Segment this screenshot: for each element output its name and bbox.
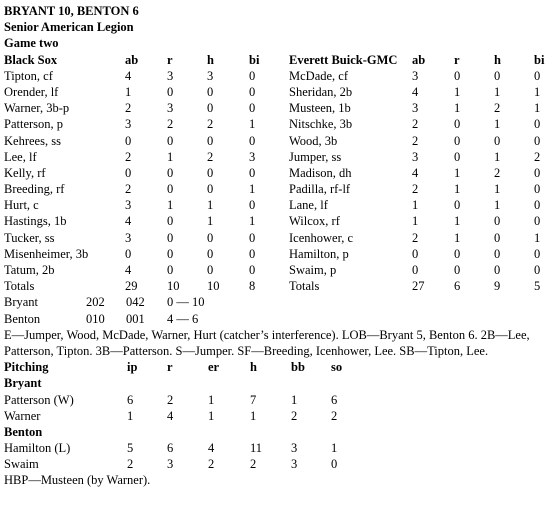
pitching-row (4, 408, 547, 424)
linescore-innings-1-3: 010 (86, 311, 105, 326)
game-notes: E—Jumper, Wood, McDade, Warner, Hurt (catcher’s interference). LOB—Bryant 5, Benton 6. 2B—Lee, Patterson, Tipton. 3B—Patterson. S—Jumper. SF—Breeding, Icenhower, Lee. SB—Tipton, Lee. (4, 327, 530, 358)
batting-row (4, 100, 547, 116)
right-header-bi: bi (534, 52, 545, 67)
right-player-name: Totals (289, 279, 320, 294)
left-stat-bi: 0 (249, 133, 256, 148)
right-stat-bi: 5 (534, 279, 541, 294)
right-stat-r: 0 (454, 246, 461, 261)
right-player-name: Swaim, p (289, 263, 337, 277)
left-stat-h: 1 (207, 198, 214, 213)
right-stat-ab: 0 (412, 246, 419, 261)
pitching-header-ip: ip (127, 360, 138, 375)
pitching-row (4, 440, 547, 456)
right-stat-bi: 0 (534, 133, 541, 148)
left-stat-h: 0 (207, 165, 214, 180)
right-stat-ab: 4 (412, 165, 419, 180)
left-player-name: Kelly, rf (4, 165, 46, 180)
right-player-name: Icenhower, c (289, 230, 354, 245)
right-stat-ab: 2 (412, 182, 419, 197)
left-stat-r: 0 (167, 165, 174, 180)
left-stat-bi: 0 (249, 198, 256, 213)
left-stat-ab: 3 (125, 230, 132, 245)
left-stat-h: 0 (207, 182, 214, 197)
right-stat-ab: 1 (412, 198, 419, 213)
right-player-name: Musteen, 1b (289, 101, 351, 116)
left-stat-r: 1 (167, 149, 174, 164)
left-player-name: Hastings, 1b (4, 214, 67, 229)
left-stat-r: 2 (167, 117, 174, 132)
right-stat-r: 1 (454, 101, 461, 116)
pitching-row (4, 392, 547, 408)
left-stat-bi: 1 (249, 182, 256, 197)
right-stat-ab: 3 (412, 68, 419, 83)
batting-row (4, 197, 547, 213)
right-stat-r: 1 (454, 182, 461, 197)
left-stat-r: 0 (167, 263, 174, 277)
batting-row (4, 181, 547, 197)
left-player-name: Tipton, cf (4, 68, 53, 83)
pitcher-stat-h: 11 (250, 441, 263, 456)
left-stat-r: 1 (167, 198, 174, 213)
linescore-innings-4-6: 042 (126, 295, 145, 310)
right-stat-h: 1 (494, 117, 501, 132)
right-player-name: Nitschke, 3b (289, 117, 353, 132)
right-stat-bi: 0 (534, 246, 541, 261)
pitching-title: Pitching (4, 360, 49, 375)
left-stat-h: 1 (207, 214, 214, 229)
right-stat-bi: 0 (534, 214, 541, 229)
pitching-header-r: r (167, 360, 173, 375)
linescore-row (4, 311, 547, 327)
left-stat-r: 0 (167, 214, 174, 229)
right-stat-r: 0 (454, 68, 461, 83)
right-stat-r: 1 (454, 230, 461, 245)
batting-row (4, 149, 547, 165)
batting-row (4, 246, 547, 262)
pitcher-stat-bb: 3 (291, 441, 298, 456)
left-stat-ab: 29 (125, 279, 138, 294)
right-stat-h: 0 (494, 246, 501, 261)
linescore-row (4, 294, 547, 310)
left-stat-ab: 2 (125, 182, 132, 197)
pitcher-stat-r: 2 (167, 392, 174, 407)
left-stat-ab: 1 (125, 84, 132, 99)
pitching-header-er: er (208, 360, 220, 375)
right-stat-bi: 1 (534, 84, 541, 99)
left-stat-bi: 1 (249, 214, 256, 229)
right-stat-ab: 27 (412, 279, 425, 294)
left-stat-r: 3 (167, 101, 174, 116)
left-player-name: Totals (4, 279, 35, 294)
pitching-header-h: h (250, 360, 257, 375)
left-stat-bi: 8 (249, 279, 256, 294)
right-stat-ab: 4 (412, 84, 419, 99)
linescore-inning-7-and-total: 4 — 6 (167, 311, 199, 326)
pitching-row (4, 456, 547, 472)
right-player-name: Hamilton, p (289, 246, 349, 261)
left-stat-bi: 0 (249, 246, 256, 261)
left-stat-ab: 4 (125, 263, 132, 277)
headline: BRYANT 10, BENTON 6 (4, 4, 139, 18)
pitcher-stat-bb: 2 (291, 408, 298, 423)
left-stat-r: 0 (167, 230, 174, 245)
left-stat-r: 10 (167, 279, 180, 294)
linescore (4, 294, 547, 326)
right-player-name: Jumper, ss (289, 149, 342, 164)
pitching-header-bb: bb (291, 360, 305, 375)
right-stat-ab: 1 (412, 214, 419, 229)
right-stat-ab: 0 (412, 263, 419, 277)
right-stat-ab: 3 (412, 101, 419, 116)
right-player-name: Madison, dh (289, 165, 352, 180)
right-stat-r: 0 (454, 117, 461, 132)
left-stat-h: 0 (207, 133, 214, 148)
pitcher-stat-er: 1 (208, 408, 215, 423)
left-stat-ab: 4 (125, 214, 132, 229)
left-stat-r: 0 (167, 133, 174, 148)
right-player-name: Padilla, rf-lf (289, 182, 351, 197)
left-header-bi: bi (249, 52, 260, 67)
left-stat-bi: 0 (249, 101, 256, 116)
right-stat-ab: 2 (412, 117, 419, 132)
right-stat-bi: 1 (534, 230, 541, 245)
pitcher-stat-h: 1 (250, 408, 257, 423)
batting-row (4, 116, 547, 132)
right-stat-h: 0 (494, 214, 501, 229)
left-player-name: Tucker, ss (4, 230, 55, 245)
linescore-team: Bryant (4, 295, 39, 310)
right-stat-bi: 0 (534, 263, 541, 277)
left-stat-bi: 0 (249, 263, 256, 277)
pitcher-stat-so: 6 (331, 392, 338, 407)
left-player-name: Kehrees, ss (4, 133, 61, 148)
right-stat-bi: 0 (534, 68, 541, 83)
right-team-name: Everett Buick-GMC (289, 52, 398, 67)
right-stat-h: 1 (494, 182, 501, 197)
left-stat-r: 0 (167, 246, 174, 261)
pitcher-name: Patterson (W) (4, 392, 74, 407)
left-stat-r: 3 (167, 68, 174, 83)
left-stat-h: 0 (207, 101, 214, 116)
right-stat-h: 1 (494, 84, 501, 99)
hbp-note: HBP—Musteen (by Warner). (4, 473, 151, 488)
left-stat-h: 10 (207, 279, 220, 294)
left-player-name: Tatum, 2b (4, 263, 55, 277)
left-stat-h: 2 (207, 117, 214, 132)
right-stat-h: 0 (494, 133, 501, 148)
right-header-ab: ab (412, 52, 426, 67)
right-stat-r: 6 (454, 279, 461, 294)
right-stat-bi: 2 (534, 149, 541, 164)
right-stat-h: 2 (494, 101, 501, 116)
left-player-name: Patterson, p (4, 117, 64, 132)
right-stat-bi: 1 (534, 101, 541, 116)
left-stat-h: 0 (207, 84, 214, 99)
left-stat-r: 0 (167, 84, 174, 99)
left-stat-bi: 0 (249, 165, 256, 180)
right-stat-h: 9 (494, 279, 501, 294)
linescore-innings-4-6: 001 (126, 311, 145, 326)
left-stat-ab: 0 (125, 133, 132, 148)
right-stat-r: 0 (454, 198, 461, 213)
box-score (4, 3, 547, 489)
pitcher-stat-so: 0 (331, 457, 338, 472)
pitcher-name: Warner (4, 408, 41, 423)
right-header-r: r (454, 52, 460, 67)
pitcher-stat-h: 2 (250, 457, 257, 472)
batting-row (4, 213, 547, 229)
pitching-header-so: so (331, 360, 343, 375)
pitching-team-name: Bryant (4, 376, 42, 391)
left-header-ab: ab (125, 52, 139, 67)
right-stat-h: 1 (494, 149, 501, 164)
pitcher-stat-er: 2 (208, 457, 215, 472)
left-player-name: Warner, 3b-p (4, 101, 70, 116)
left-player-name: Orender, lf (4, 84, 59, 99)
right-stat-h: 0 (494, 230, 501, 245)
pitcher-stat-er: 4 (208, 441, 215, 456)
right-stat-h: 1 (494, 198, 501, 213)
right-stat-r: 1 (454, 165, 461, 180)
left-stat-ab: 2 (125, 149, 132, 164)
batting-row (4, 230, 547, 246)
batting-row (4, 84, 547, 100)
left-stat-h: 0 (207, 246, 214, 261)
batting-row (4, 133, 547, 149)
pitcher-stat-r: 4 (167, 408, 174, 423)
pitching-header-row (4, 359, 547, 375)
batting-row (4, 262, 547, 278)
right-stat-bi: 0 (534, 117, 541, 132)
linescore-innings-1-3: 202 (86, 295, 105, 310)
pitcher-name: Swaim (4, 457, 39, 472)
pitcher-stat-so: 2 (331, 408, 338, 423)
right-stat-h: 0 (494, 263, 501, 277)
left-stat-bi: 0 (249, 84, 256, 99)
pitcher-stat-er: 1 (208, 392, 215, 407)
pitcher-stat-ip: 6 (127, 392, 134, 407)
left-stat-h: 0 (207, 230, 214, 245)
linescore-team: Benton (4, 311, 41, 326)
left-team-name: Black Sox (4, 52, 58, 67)
right-stat-bi: 0 (534, 182, 541, 197)
pitcher-stat-bb: 3 (291, 457, 298, 472)
left-stat-h: 3 (207, 68, 214, 83)
pitcher-stat-ip: 5 (127, 441, 134, 456)
right-stat-ab: 2 (412, 133, 419, 148)
right-player-name: Lane, lf (289, 198, 328, 213)
left-player-name: Breeding, rf (4, 182, 65, 197)
pitcher-stat-ip: 2 (127, 457, 134, 472)
left-stat-ab: 4 (125, 68, 132, 83)
linescore-inning-7-and-total: 0 — 10 (167, 295, 205, 310)
right-player-name: Wood, 3b (289, 133, 338, 148)
right-stat-r: 1 (454, 84, 461, 99)
left-stat-ab: 0 (125, 246, 132, 261)
left-stat-ab: 0 (125, 165, 132, 180)
right-stat-r: 0 (454, 133, 461, 148)
pitcher-stat-r: 3 (167, 457, 174, 472)
right-player-name: Sheridan, 2b (289, 84, 353, 99)
left-stat-ab: 2 (125, 101, 132, 116)
right-stat-ab: 3 (412, 149, 419, 164)
left-player-name: Misenheimer, 3b (4, 246, 89, 261)
left-stat-bi: 0 (249, 68, 256, 83)
right-stat-bi: 0 (534, 165, 541, 180)
pitcher-stat-r: 6 (167, 441, 174, 456)
batting-row (4, 165, 547, 181)
batting-rows (4, 68, 547, 295)
left-header-h: h (207, 52, 214, 67)
pitcher-stat-bb: 1 (291, 392, 298, 407)
left-stat-bi: 3 (249, 149, 256, 164)
pitching-rows (4, 375, 547, 472)
league-name: Senior American Legion (4, 20, 134, 35)
left-player-name: Hurt, c (4, 198, 39, 213)
left-player-name: Lee, lf (4, 149, 37, 164)
left-stat-h: 0 (207, 263, 214, 277)
batting-row (4, 278, 547, 294)
right-stat-r: 0 (454, 149, 461, 164)
left-header-r: r (167, 52, 173, 67)
right-stat-r: 1 (454, 214, 461, 229)
right-header-h: h (494, 52, 501, 67)
left-stat-ab: 3 (125, 117, 132, 132)
batting-row (4, 68, 547, 84)
pitcher-stat-h: 7 (250, 392, 257, 407)
pitcher-stat-so: 1 (331, 441, 338, 456)
left-stat-h: 2 (207, 149, 214, 164)
pitcher-stat-ip: 1 (127, 408, 134, 423)
pitcher-name: Hamilton (L) (4, 441, 71, 456)
pitching-team-name: Benton (4, 424, 43, 439)
right-stat-r: 0 (454, 263, 461, 277)
right-stat-bi: 0 (534, 198, 541, 213)
left-stat-bi: 1 (249, 117, 256, 132)
batting-header-row (4, 52, 547, 68)
right-stat-h: 0 (494, 68, 501, 83)
right-player-name: McDade, cf (289, 68, 348, 83)
right-stat-h: 2 (494, 165, 501, 180)
game-label: Game two (4, 36, 59, 51)
right-stat-ab: 2 (412, 230, 419, 245)
left-stat-r: 0 (167, 182, 174, 197)
left-stat-bi: 0 (249, 230, 256, 245)
left-stat-ab: 3 (125, 198, 132, 213)
right-player-name: Wilcox, rf (289, 214, 340, 229)
